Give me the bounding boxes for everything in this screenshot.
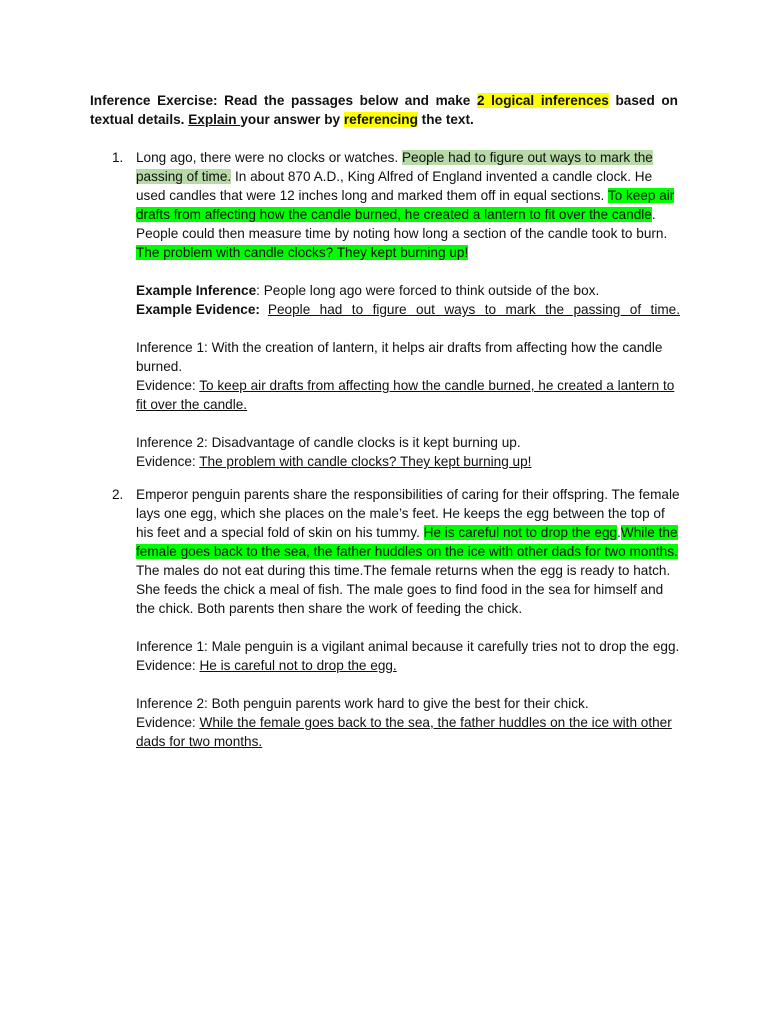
inference-2: Inference 2: Disadvantage of candle clocks is it kept burning up.: [136, 435, 521, 450]
example-evidence-text: People had to figure out ways to mark the passing of time.: [267, 302, 680, 317]
instructions-explain: Explain: [188, 112, 241, 127]
instructions-text: the text.: [417, 112, 474, 127]
passage-text: The males do not eat during this time.The female returns when the egg is ready to hatch. She feeds the chick a meal of fish. The male goes to find food in the sea for himself and the chick. Both parents then share the work of feeding the chick.: [136, 563, 671, 616]
passage-2: [136, 485, 680, 618]
item-body: [136, 148, 680, 471]
passage-text: In about 870 A.D., King Alfred of England invented a candle clock. He used candles that were 12 inches long and marked them off in equal sections.: [136, 169, 653, 203]
evidence-text: To keep air drafts from affecting how the candle burned, he created a lantern to fit over the candle.: [136, 378, 675, 412]
passage-1: [136, 148, 680, 262]
inference-1: Inference 1: With the creation of lantern, it helps air drafts from affecting how the candle burned.: [136, 340, 663, 374]
evidence-text: While the female goes back to the sea, the father huddles on the ice with other dads for two months.: [136, 715, 672, 749]
passage-text: Emperor penguin parents share the responsibilities of caring for their offspring. The female lays one egg, which she places on the male’s feet. He keeps the egg between the top of his feet and a special fold of skin on his tummy.: [136, 487, 680, 540]
evidence-1: [136, 656, 680, 675]
example-inference: [136, 281, 680, 300]
instructions-highlight-inferences: 2 logical inferences: [476, 93, 609, 108]
evidence-2: [136, 452, 680, 471]
instructions-text: based on textual details.: [90, 93, 678, 127]
instructions-highlight-referencing: referencing: [343, 112, 418, 127]
passage-highlight: To keep air drafts from affecting how the candle burned, he created a lantern to fit over the candle: [136, 188, 675, 222]
inference-2: Inference 2: Both penguin parents work hard to give the best for their chick.: [136, 696, 589, 711]
item-number: 1.: [112, 150, 124, 165]
evidence-label: Evidence:: [136, 378, 200, 393]
exercise-instructions: [90, 91, 678, 129]
evidence-label: Evidence:: [136, 715, 200, 730]
instructions-text: Inference Exercise: Read the passages below and make: [90, 93, 477, 108]
passage-text: Long ago, there were no clocks or watches.: [136, 150, 402, 165]
passage-text: .: [617, 525, 621, 540]
evidence-1: [136, 376, 680, 414]
example-evidence: [136, 300, 680, 319]
evidence-2: [136, 713, 680, 751]
passage-highlight: People had to figure out ways to mark the passing of time.: [136, 150, 653, 184]
example-inference-label: Example Inference: [136, 283, 257, 298]
passage-highlight: He is careful not to drop the egg: [423, 525, 618, 540]
example-inference-text: : People long ago were forced to think outside of the box.: [256, 283, 600, 298]
item-body: [136, 485, 680, 751]
item-number: 2.: [112, 487, 124, 502]
instructions-text: your answer by: [240, 112, 344, 127]
passage-highlight: The problem with candle clocks? They kept burning up!: [136, 245, 469, 260]
example-evidence-label: Example Evidence:: [136, 302, 260, 317]
evidence-text: The problem with candle clocks? They kept burning up!: [199, 454, 532, 469]
passage-text: . People could then measure time by noting how long a section of the candle took to burn.: [136, 207, 668, 241]
inference-1: Inference 1: Male penguin is a vigilant animal because it carefully tries not to drop the egg.: [136, 639, 680, 654]
evidence-label: Evidence:: [136, 454, 200, 469]
evidence-label: Evidence:: [136, 658, 200, 673]
evidence-text: He is careful not to drop the egg.: [199, 658, 397, 673]
passage-highlight: While the female goes back to the sea, the father huddles on the ice with other dads for two months.: [136, 525, 678, 559]
